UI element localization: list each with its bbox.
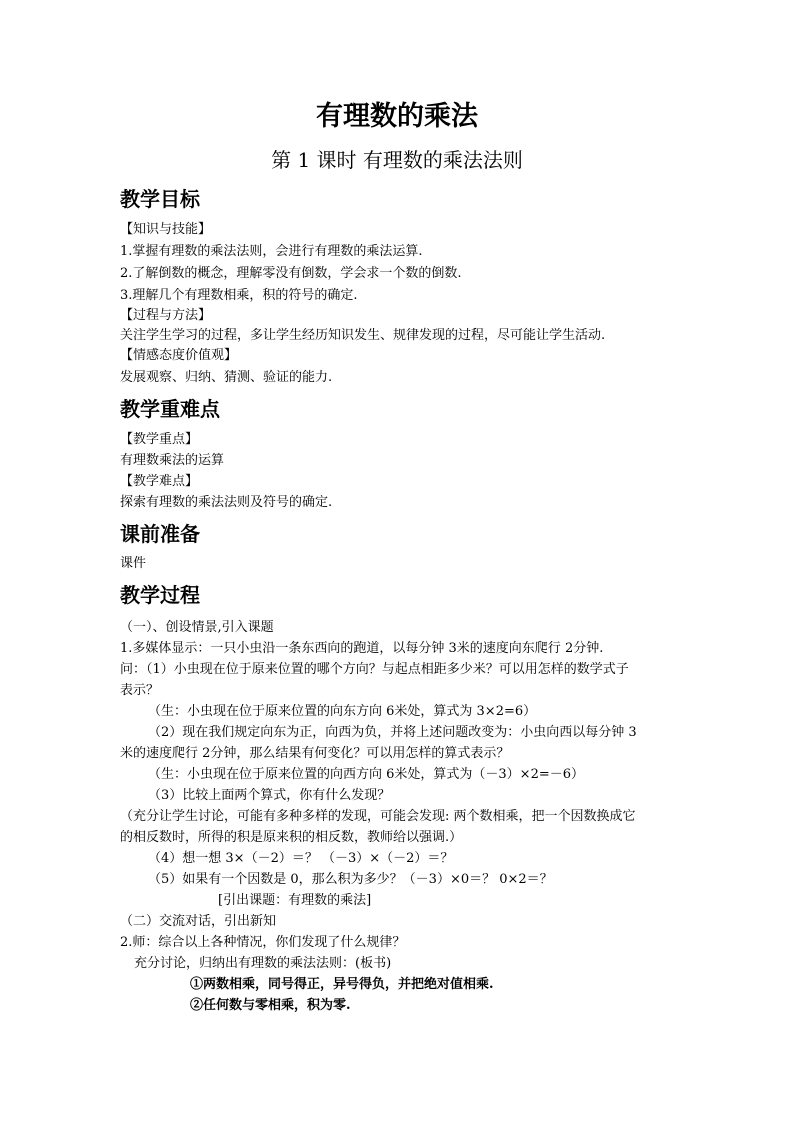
preparation-heading: 课前准备 (120, 522, 200, 546)
process-heading: 教学过程 (120, 583, 200, 607)
process-line: [引出课题：有理数的乘法] (218, 893, 372, 908)
process-line: （5）如果有一个因数是 0，那么积为多少？（－3）×0＝？ 0×2＝？ (148, 872, 553, 887)
knowledge-item-3: 3.理解几个有理数相乘，积的符号的确定. (120, 288, 358, 303)
process-line: 的相反数时，所得的积是原来积的相反数，教师给以强调.） (120, 830, 463, 845)
process-line: 1.多媒体显示：一只小虫沿一条东西向的跑道，以每分钟 3米的速度向东爬行 2分钟. (120, 641, 604, 656)
process-line: 2.师：综合以上各种情况，你们发现了什么规律？ (120, 935, 406, 950)
attitude-label: 【情感态度价值观】 (120, 348, 238, 363)
process-line: （2）现在我们规定向东为正，向西为负，并将上述问题改变为：小虫向西以每分钟 3 (148, 725, 637, 740)
knowledge-item-1: 1.掌握有理数的乘法法则，会进行有理数的乘法运算. (120, 244, 423, 259)
focus-label: 【教学重点】 (120, 432, 199, 447)
difficulty-label: 【教学难点】 (120, 474, 199, 489)
process-line: （二）交流对话，引出新知 (120, 914, 277, 929)
rule-1: ①两数相乘，同号得正，异号得负，并把绝对值相乘. (190, 977, 494, 992)
process-line: （充分让学生讨论，可能有多种多样的发现，可能会发现: 两个数相乘，把一个因数换成它 (120, 809, 636, 824)
process-line: 问：（1）小虫现在位于原来位置的哪个方向？与起点相距多少米？可以用怎样的数学式子 (120, 662, 629, 677)
knowledge-item-2: 2.了解倒数的概念，理解零没有倒数，学会求一个数的倒数. (120, 266, 462, 281)
attitude-text: 发展观察、归纳、猜测、验证的能力. (120, 370, 333, 385)
document-title: 有理数的乘法 (316, 101, 478, 132)
process-line: 米的速度爬行 2分钟，那么结果有何变化？可以用怎样的算式表示？ (120, 746, 510, 761)
process-line: 充分讨论，归纳出有理数的乘法法则：(板书) (134, 956, 392, 971)
process-line: 表示？ (120, 683, 160, 698)
process-line: （一）、创设情景,引入课题 (120, 620, 274, 635)
process-method-label: 【过程与方法】 (120, 308, 212, 323)
focus-text: 有理数乘法的运算 (120, 453, 225, 468)
process-line: （3）比较上面两个算式，你有什么发现？ (148, 788, 391, 803)
process-method-text: 关注学生学习的过程，多让学生经历知识发生、规律发现的过程，尽可能让学生活动. (120, 328, 606, 343)
objectives-heading: 教学目标 (120, 187, 200, 211)
lesson-subtitle: 第 1 课时 有理数的乘法法则 (271, 148, 523, 172)
process-line: （生：小虫现在位于原来位置的向西方向 6米处，算式为（－3）×2=－6） (148, 767, 585, 782)
difficulty-text: 探索有理数的乘法法则及符号的确定. (120, 495, 333, 510)
knowledge-label: 【知识与技能】 (120, 222, 212, 237)
process-line: （4）想一想 3×（－2）＝？ （－3）×（－2）＝？ (148, 851, 454, 866)
process-line: （生：小虫现在位于原来位置的向东方向 6米处，算式为 3×2=6） (148, 704, 537, 719)
rule-2: ②任何数与零相乘，积为零. (190, 998, 351, 1013)
key-points-heading: 教学重难点 (120, 397, 220, 421)
preparation-text: 课件 (120, 556, 147, 571)
